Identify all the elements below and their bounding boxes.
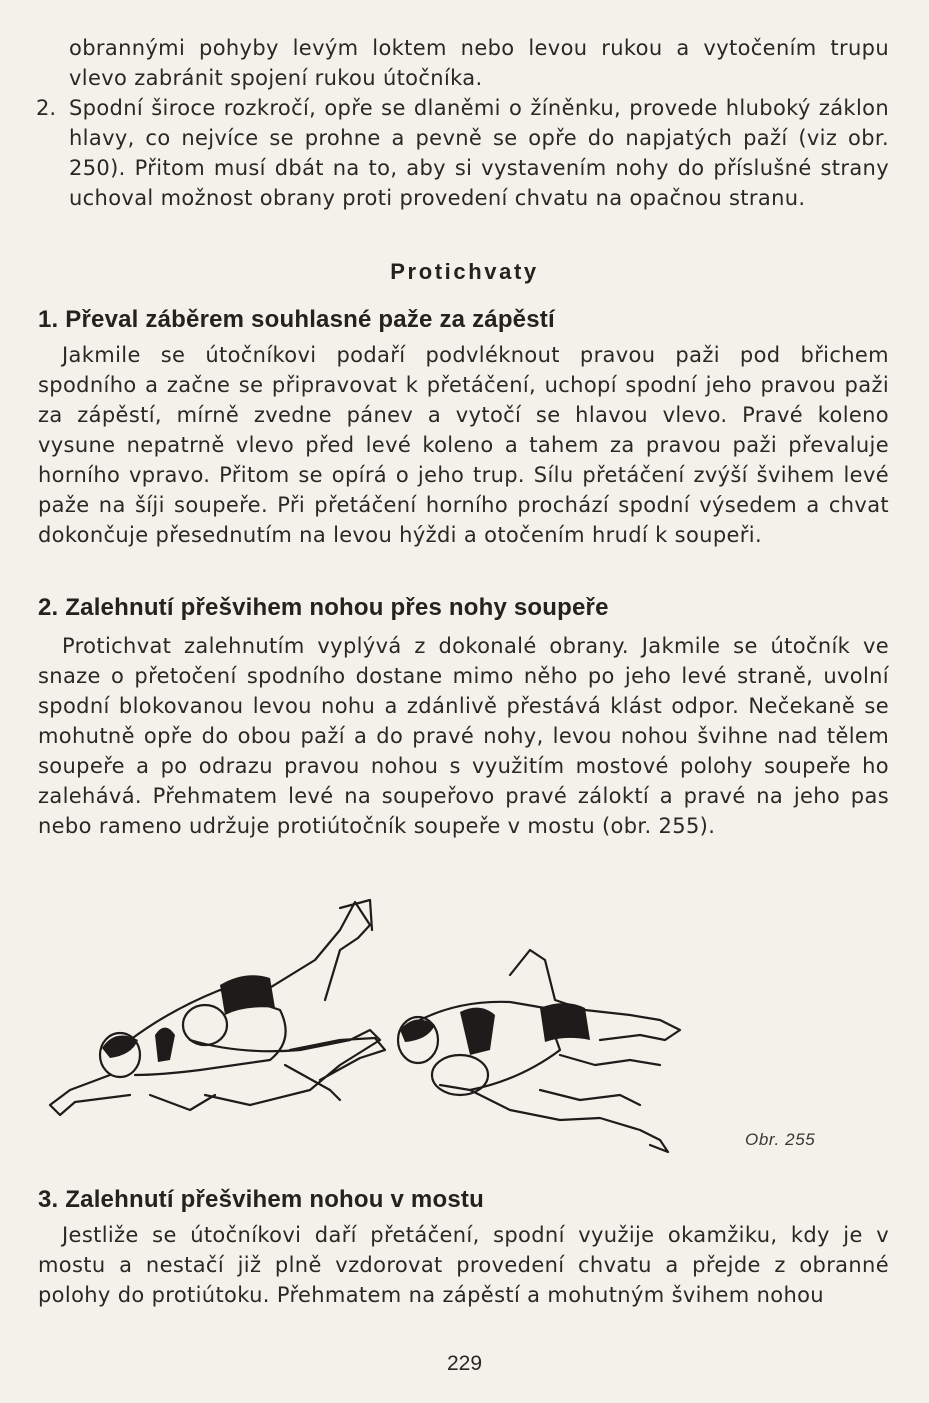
list-item-number: 2. <box>36 96 57 120</box>
subsection-heading-2: 2. Zalehnutí přešvihem nohou přes nohy soupeře <box>38 594 609 621</box>
wrestling-illustration <box>40 890 740 1160</box>
subsection-heading-3: 3. Zalehnutí přešvihem nohou v mostu <box>38 1186 484 1213</box>
list-item-text: Spodní široce rozkročí, opře se dlaněmi o žíněnku, provede hluboký záklon hlavy, co nejvíce se prohne a pevně se opře do napjatých paží (viz obr. 250). Přitom musí dbát na to, aby si vystavením nohy do příslušné strany uchoval možnost obrany proti provedení chvatu na opačnou stranu. <box>69 96 889 210</box>
figure-right-pair <box>398 950 680 1152</box>
subsection-paragraph-2: Protichvat zalehnutím vyplývá z dokonalé obrany. Jakmile se útočník ve snaze o přetočení spodního dostane mimo něho po jeho levé straně, uvolní spodní blokovanou levou nohu a zdánlivě přestává klást odpor. Nečekaně se mohutně opře do obou paží a do pravé nohy, levou nohou švihne nad tělem soupeře a po odrazu pravou nohou s využitím mostové polohy soupeře ho zalehává. Přehmatem levé na soupeřovo pravé záloktí a pravé na jeho pas nebo rameno udržuje protiútočník soupeře v mostu (obr. 255). <box>38 634 889 838</box>
subsection-paragraph-3: Jestliže se útočníkovi daří přetáčení, spodní využije okamžiku, kdy je v mostu a nestačí již plně vzdorovat provedení chvatu a přejde z obranné polohy do protiútoku. Přehmatem na zápěstí a mohutným švihem nohou <box>38 1223 889 1307</box>
section-heading: Protichvaty <box>390 259 539 284</box>
intro-paragraph: obrannými pohyby levým loktem nebo levou rukou a vytočením trupu vlevo zabránit spojení rukou útočníka. <box>69 36 889 90</box>
figure-left-pair <box>50 900 385 1115</box>
page-number: 229 <box>446 1352 483 1375</box>
subsection-paragraph-1: Jakmile se útočníkovi podaří podvléknout pravou paži pod břichem spodního a začne se připravovat k přetáčení, uchopí spodní jeho pravou paži za zápěstí, mírně zvedne pánev a vytočí se hlavou vlevo. Pravé koleno vysune nepatrně vlevo před levé koleno a tahem za pravou paži převaluje horního vpravo. Přitom se opírá o jeho trup. Sílu přetáčení zvýší švihem levé paže na šíji soupeře. Při přetáčení horního prochází spodní výsedem a chvat dokončuje přesednutím na levou hýždi a otočením hrudí k soupeři. <box>38 343 889 547</box>
subsection-heading-1: 1. Převal záběrem souhlasné paže za zápěstí <box>38 306 555 333</box>
figure-caption: Obr. 255 <box>745 1130 816 1149</box>
